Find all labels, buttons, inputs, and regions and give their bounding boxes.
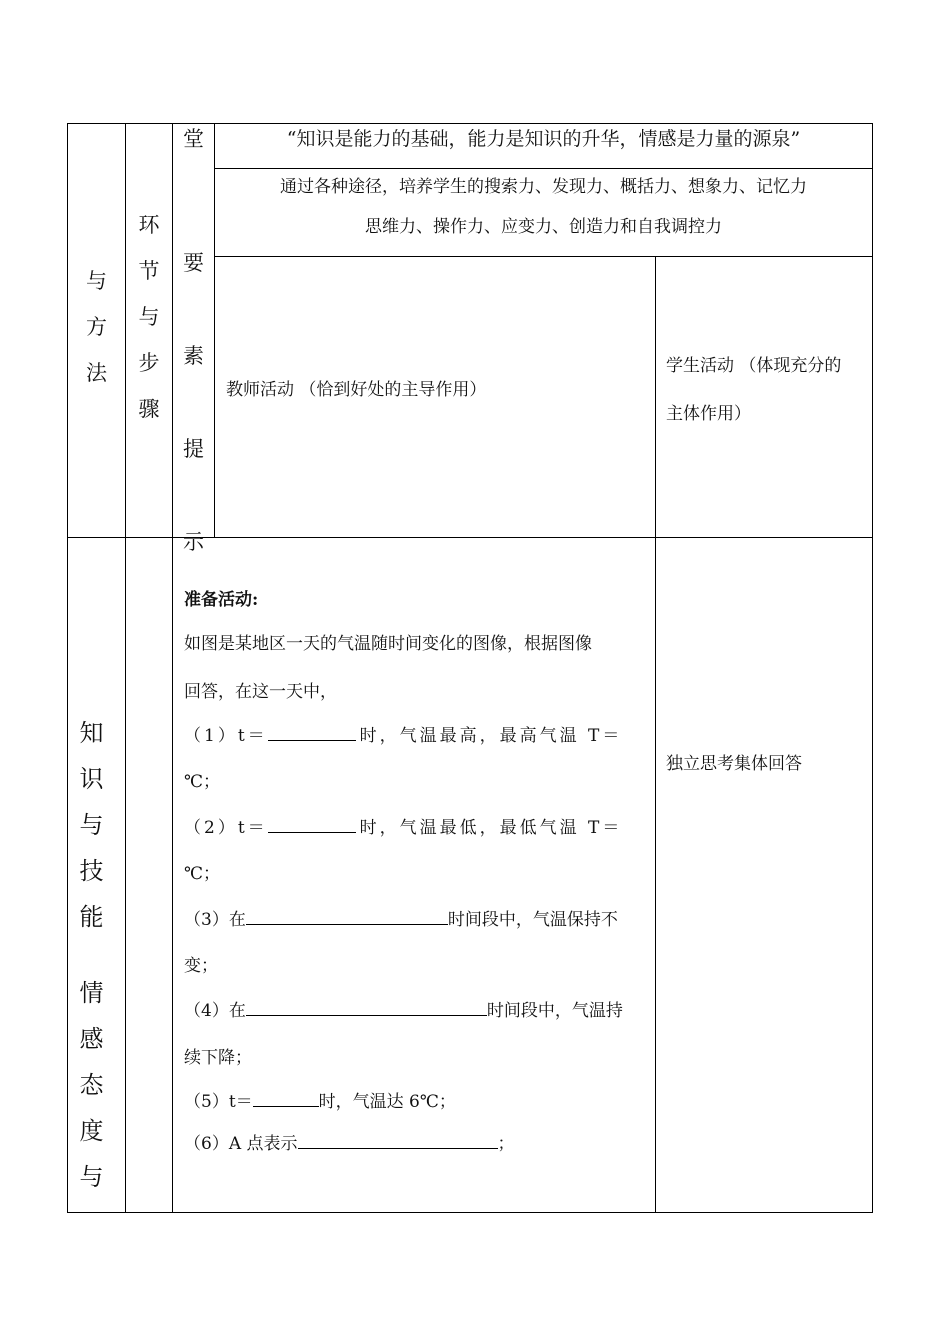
- q3-suffix: 时间段中，气温保持不: [447, 910, 618, 930]
- body-col1-char: 知: [79, 719, 104, 747]
- q2-suffix: 时，气温最低，最低气温 T＝: [359, 818, 623, 838]
- question-4-cont: 续下降；: [184, 1048, 252, 1068]
- q3-prefix: （3）在: [184, 910, 246, 930]
- body-col1-char: 感: [79, 1025, 104, 1053]
- q1-time-blank[interactable]: [268, 722, 356, 741]
- body-col1-char: 度: [79, 1117, 104, 1145]
- question-5: [184, 1087, 456, 1112]
- body-col1-char: 技: [79, 857, 104, 885]
- q6-prefix: （6）A 点表示: [184, 1134, 298, 1154]
- teacher-activity-heading: 教师活动 （恰到好处的主导作用）: [226, 380, 487, 400]
- intro-line1: 如图是某地区一天的气温随时间变化的图像，根据图像: [184, 634, 592, 654]
- question-2-unit: ℃；: [184, 864, 221, 884]
- header-col2-char: 步: [138, 351, 160, 375]
- header-col2-char: 骤: [138, 397, 160, 421]
- q4-prefix: （4）在: [184, 1001, 246, 1021]
- header-col1-char: 与: [86, 269, 107, 293]
- table-rule-motto: [214, 168, 873, 169]
- goal-text-line2: 思维力、操作力、应变力、创造力和自我调控力: [365, 217, 722, 237]
- q5-prefix: （5）t＝: [184, 1092, 253, 1112]
- q1-suffix: 时，气温最高，最高气温 T＝: [359, 726, 623, 746]
- student-response: 独立思考集体回答: [666, 754, 802, 774]
- q2-prefix: （2）t＝: [184, 818, 268, 838]
- header-col2-label: [126, 202, 172, 432]
- student-activity-heading-line2: 主体作用）: [666, 404, 751, 424]
- body-col1-char: 与: [79, 1163, 104, 1191]
- student-activity-heading-line1: 学生活动 （体现充分的: [666, 356, 842, 376]
- table-border-bottom: [67, 1212, 873, 1213]
- header-col1-char: 方: [86, 315, 107, 339]
- header-col3-char: 堂: [183, 127, 204, 151]
- body-col1-char: 情: [79, 979, 104, 1007]
- header-col2-char: 环: [138, 213, 160, 237]
- q6-meaning-blank[interactable]: [298, 1130, 498, 1149]
- header-col3-char: 要: [183, 251, 204, 275]
- body-col1-label: [68, 710, 115, 1200]
- question-4: [184, 996, 623, 1021]
- q2-time-blank[interactable]: [268, 814, 356, 833]
- question-6: [184, 1129, 515, 1154]
- header-col1-label: [68, 258, 125, 396]
- header-col2-char: 节: [138, 259, 160, 283]
- question-3-cont: 变；: [184, 956, 218, 976]
- header-col1-char: 法: [86, 361, 107, 385]
- body-col1-char: 态: [79, 1071, 104, 1099]
- q5-time-blank[interactable]: [253, 1088, 319, 1107]
- question-1: [184, 721, 622, 746]
- question-3: [184, 905, 618, 930]
- goal-text-line1: 通过各种途径，培养学生的搜索力、发现力、概括力、想象力、记忆力: [280, 177, 807, 197]
- teacher-activity-content: [184, 585, 649, 1185]
- header-col3-char: 示: [183, 530, 204, 554]
- q3-period-blank[interactable]: [246, 906, 448, 925]
- header-col3-char: 素: [183, 344, 204, 368]
- motto-text: “知识是能力的基础，能力是知识的升华，情感是力量的源泉”: [286, 128, 801, 150]
- body-col1-char: 识: [79, 765, 104, 793]
- q5-suffix: 时，气温达 6℃；: [318, 1092, 456, 1112]
- q4-suffix: 时间段中，气温持: [486, 1001, 623, 1021]
- q4-period-blank[interactable]: [246, 997, 487, 1016]
- q1-prefix: （1）t＝: [184, 726, 268, 746]
- header-col3-char: 提: [183, 437, 204, 461]
- body-col1-char: 与: [79, 811, 104, 839]
- question-1-unit: ℃；: [184, 772, 221, 792]
- header-col3-label: [173, 124, 214, 589]
- table-rule-goal: [214, 256, 873, 257]
- question-2: [184, 813, 622, 838]
- header-col2-char: 与: [138, 305, 160, 329]
- q6-suffix: ；: [497, 1134, 515, 1154]
- table-rule-col4: [655, 256, 656, 1213]
- prep-title: 准备活动:: [184, 590, 259, 610]
- table-border-right: [872, 123, 873, 1213]
- intro-line2: 回答，在这一天中，: [184, 682, 337, 702]
- body-col1-char: 能: [79, 903, 104, 931]
